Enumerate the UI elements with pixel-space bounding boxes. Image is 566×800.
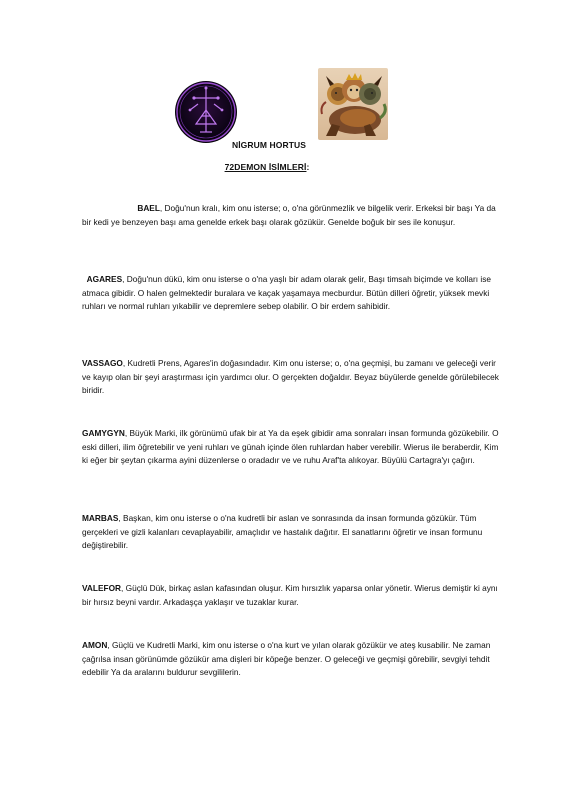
- document-title: NİGRUM HORTUS: [231, 140, 307, 150]
- entry-name: MARBAS: [82, 513, 119, 523]
- seal-image: [174, 80, 238, 144]
- entry-name: GAMYGYN: [82, 428, 125, 438]
- document-subtitle: [0, 162, 550, 172]
- entry-agares: [82, 273, 504, 314]
- subtitle-text: 72DEMON İSİMLERİ: [224, 162, 307, 172]
- entry-name: VALEFOR: [82, 583, 122, 593]
- entry-name: VASSAGO: [82, 358, 123, 368]
- entry-name: AMON: [82, 640, 108, 650]
- entry-bael: [82, 202, 504, 229]
- entry-gamygyn: [82, 427, 504, 468]
- entry-name: BAEL: [137, 203, 160, 213]
- entry-amon: [82, 639, 504, 680]
- entry-text: , Kudretli Prens, Agares'in doğasındadır. Kim onu isterse; o, o'na geçmişi, bu zamanı ve geleceği verir ve kayıp olan bir şeyi araştırması için yardımcı olur. O gerçekten doğaldır. Beyaz büyülerde genelde görülebilecek biridir.: [82, 358, 499, 396]
- entry-text: , Doğu'nun dükü, kim onu isterse o o'na yaşlı bir adam olarak gelir, Başı timsah biçimde ve kolları ise atmaca gibidir. O halen gelmektedir buralara ve kaçak yaşamaya mecburdur. Bütün dilleri öğretir, yüksek mevki ruhları ve normal ruhları yıkabilir ve depremlere sebep olabilir. O bir erdem sahibidir.: [82, 274, 491, 312]
- subtitle-colon: :: [306, 162, 310, 172]
- entry-vassago: [82, 357, 504, 398]
- entry-text: , Doğu'nun kralı, kim onu isterse; o, o'na görünmezlik ve bilgelik verir. Erkeksi bir başı Ya da bir kedi ye benzeyen başı ama genelde erkek başı olarak gözükür. Genelde boğuk bir ses ile konuşur.: [82, 203, 496, 227]
- entry-text: , Güçlü ve Kudretli Marki, kim onu isterse o o'na kurt ve yılan olarak gözükür ve ateş kusabilir. Ne zaman çağrılsa insan görünümde gözükür ama dişleri bir köpeğe benzer. O geleceği ve geçmişi görebilir, sevgiyi tehdit edebilir Ya da aralarını buldurur sevgililerin.: [82, 640, 491, 678]
- entry-text: , Güçlü Dük, birkaç aslan kafasından oluşur. Kim hırsızlık yaparsa onlar yönetir. Wierus demiştir ki aynı bir hırsız beyni vardır. Arkadaşça yaklaşır ve tuzaklar kurar.: [82, 583, 498, 607]
- entry-name: AGARES: [86, 274, 123, 284]
- entry-text: , Başkan, kim onu isterse o o'na kudretli bir aslan ve sonrasında da insan formunda gözükür. Tüm gerçekleri ve gizli kalanları cevaplayabilir, amaçlıdır ve hastalık dağıtır. El sanatlarını öğretir ve insan formunu değiştirebilir.: [82, 513, 483, 551]
- entry-indent: [82, 203, 137, 213]
- entry-valefor: [82, 582, 504, 609]
- entry-marbas: [82, 512, 504, 553]
- demon-illustration-image: [318, 68, 388, 140]
- entry-text: , Büyük Marki, ilk görünümü ufak bir at Ya da eşek gibidir ama sonraları insan formunda gözükebilir. O eski dilleri, ilim öğretebilir ve yeni ruhları ve günah içinde ölen ruhlardan haber verebilir. Wierus ile beraberdir, Kim ki eğer bir şeytan çıkarma ayini düzenlerse o oradadır ve ve ruhu Araf'ta alıkoyar. Büyülü Cartagra'yı çağırı.: [82, 428, 499, 466]
